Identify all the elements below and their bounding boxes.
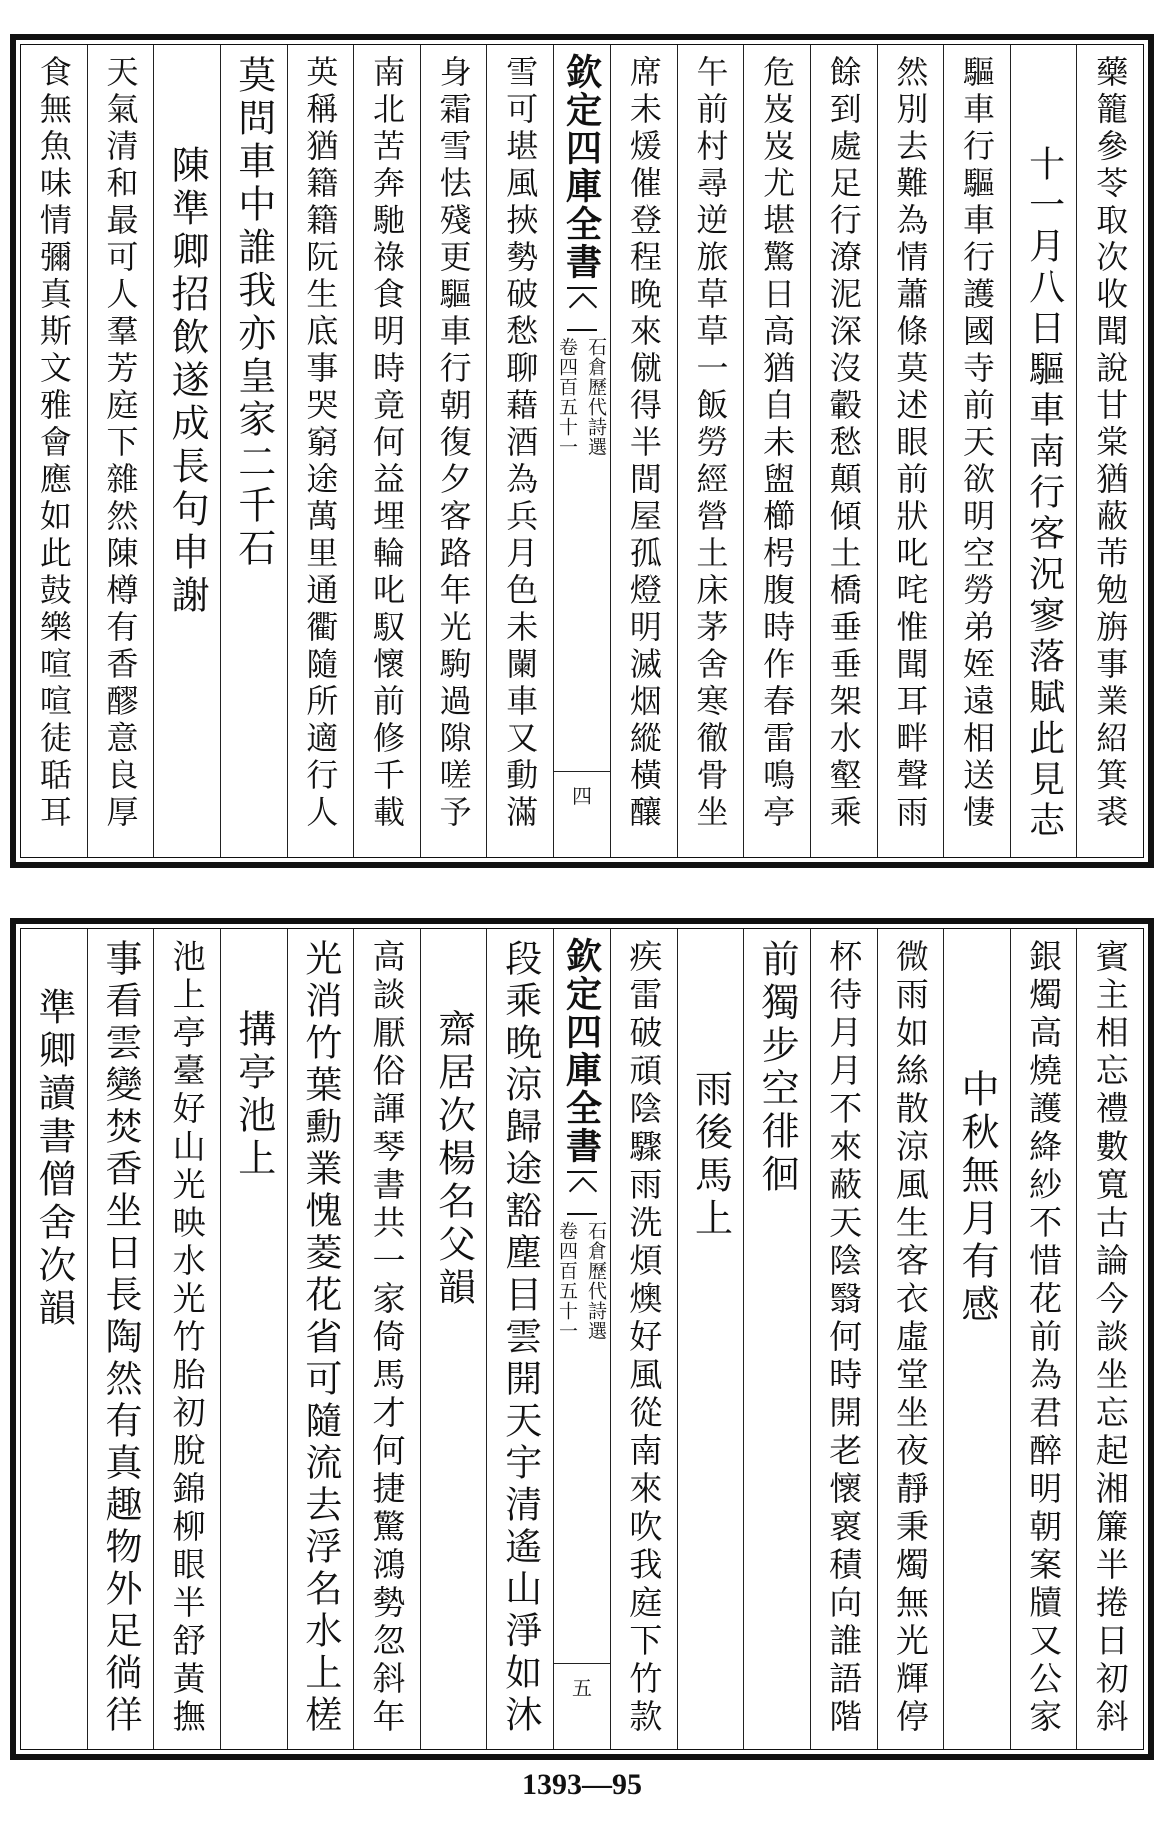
poem-title-column: 陳準卿招飲遂成長句申謝 [153,45,220,857]
text-column: 藥籠參苓取次收聞說甘棠猶蔽芾勉旃事業紹箕裘 [1076,45,1143,857]
text-column: 前獨步空徘徊 [743,929,810,1749]
spine-page-number: 四 [554,771,610,809]
text-column: 莫問車中誰我亦皇家二千石 [220,45,287,857]
fish-tail-ornament [567,1171,597,1215]
spine-collection-name: 石倉歷代詩選 [585,337,607,457]
spine-title: 欽定四庫全書 [560,53,603,281]
text-column: 天氣清和最可人羣芳庭下雜然陳樽有香醪意良厚 [87,45,154,857]
bottom-page-columns [20,928,1144,1750]
text-column: 銀燭高燒護絳紗不惜花前為君醉明朝案牘又公家 [1010,929,1077,1749]
poem-title-column: 中秋無月有感 [943,929,1010,1749]
spine-volume: 卷四百五十一 [556,337,578,457]
text-column: 危岌岌尤堪驚日高猶自未盥櫛枵腹時作春雷鳴亭 [743,45,810,857]
text-column: 杯待月月不來蔽天陰翳何時開老懷褱積向誰語階 [810,929,877,1749]
book-spine [553,45,610,857]
text-column: 午前村尋逆旅草草一飯勞經營土床茅舍寒徹骨坐 [677,45,744,857]
text-column: 疾雷破頑陰驟雨洗煩燠好風從南來吹我庭下竹款 [610,929,677,1749]
text-column: 食無魚味情彌真斯文雅會應如此鼓樂喧喧徒聒耳 [34,55,73,832]
poem-title-column: 十一月八日驅車南行客況寥落賦此見志 [1010,45,1077,857]
spine-subtitle [554,337,610,457]
fish-tail-ornament [567,287,597,331]
text-column: 雪可堪風挾勢破愁聊藉酒為兵月色未闌車又動滿 [486,45,553,857]
text-column: 然別去難為情蕭條莫述眼前狀叱咤惟聞耳畔聲雨 [877,45,944,857]
poem-title-column: 準卿讀書僧舍次韻 [31,987,76,1331]
spine-page-number: 五 [554,1663,610,1701]
text-column: 光消竹葉勳業愧菱花省可隨流去浮名水上槎 [287,929,354,1749]
top-page-columns [20,44,1144,858]
text-column: 席未煖催登程晚來僦得半間屋孤燈明滅烟縱橫釀 [610,45,677,857]
poem-title-column: 搆亭池上 [220,929,287,1749]
text-column: 餘到處足行潦泥深沒轂愁顛傾土橋垂垂架水壑乘 [810,45,877,857]
poem-title-column: 雨後馬上 [677,929,744,1749]
text-column: 身霜雪怯殘更驅車行朝復夕客路年光駒過隙嗟予 [420,45,487,857]
book-spine [553,929,610,1749]
text-column: 英稱猶籍籍阮生底事哭窮途萬里通衢隨所適行人 [287,45,354,857]
text-column: 微雨如絲散涼風生客衣虛堂坐夜靜秉燭無光輝停 [877,929,944,1749]
bottom-page [10,918,1154,1760]
spine-collection-name: 石倉歷代詩選 [585,1221,607,1341]
text-column: 事看雲變焚香坐日長陶然有真趣物外足徜徉 [87,929,154,1749]
poem-title-column: 齋居次楊名父韻 [420,929,487,1749]
text-column: 驅車行驅車行護國寺前天欲明空勞弟姪遠相送悽 [943,45,1010,857]
text-column: 池上亭臺好山光映水光竹胎初脫錦柳眼半舒黃撫 [153,929,220,1749]
text-column: 南北苦奔馳祿食明時竟何益埋輪叱馭懷前修千載 [353,45,420,857]
top-page [10,34,1154,868]
spine-volume: 卷四百五十一 [556,1221,578,1341]
text-column: 段乘晚涼歸途豁塵目雲開天宇清遙山淨如沐 [486,929,553,1749]
spine-subtitle [554,1221,610,1341]
page-footer-number: 1393—95 [522,1768,642,1801]
text-column: 高談厭俗諢琴書共一家倚馬才何捷驚鴻勢忽斜年 [353,929,420,1749]
text-column: 賓主相忘禮數寬古論今談坐忘起湘簾半捲日初斜 [1076,929,1143,1749]
spine-title: 欽定四庫全書 [560,937,603,1165]
